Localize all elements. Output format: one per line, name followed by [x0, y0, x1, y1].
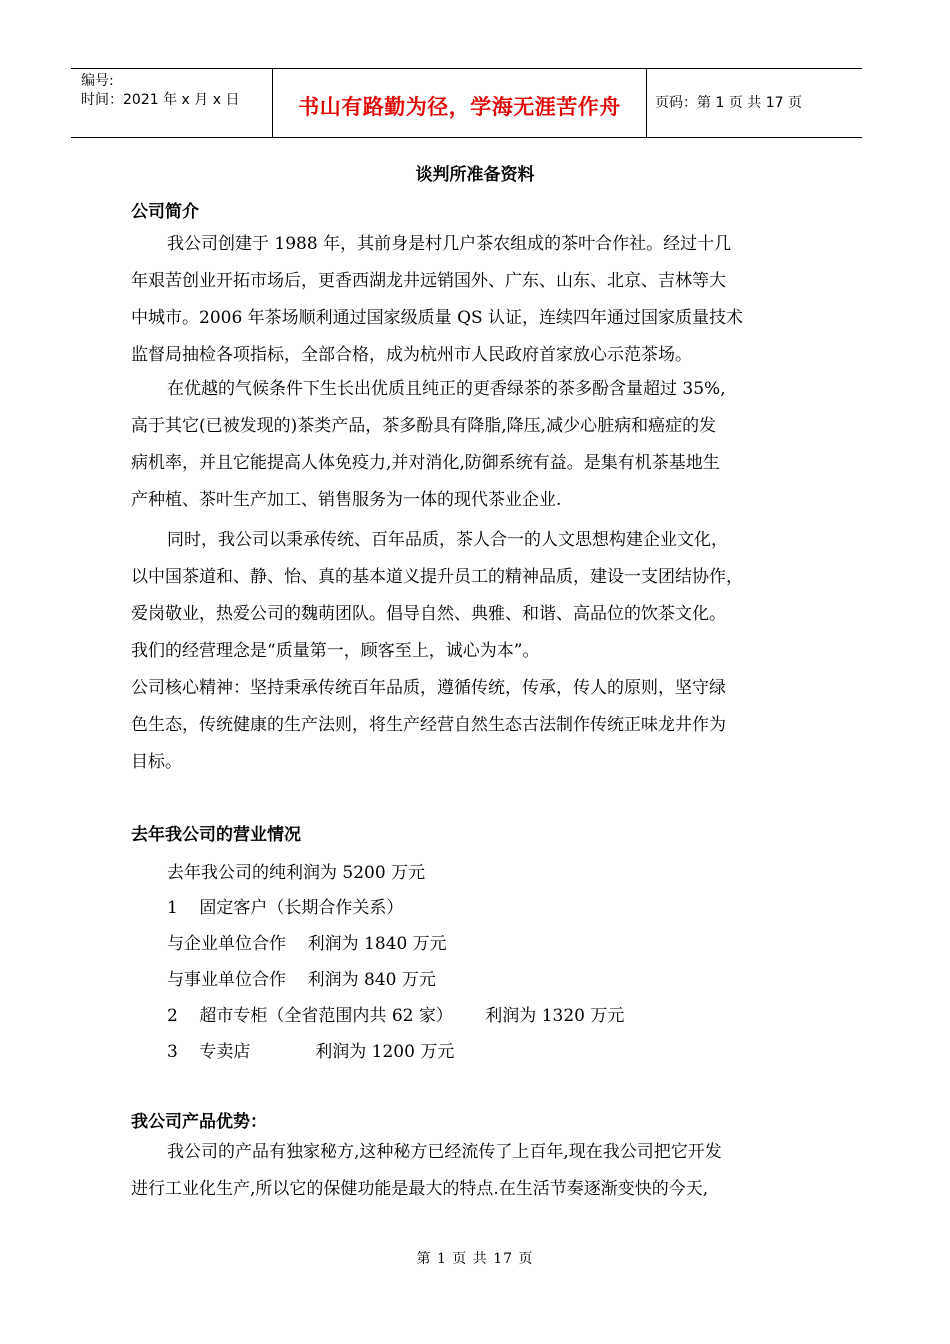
paragraph-intro-1 — [131, 226, 811, 374]
text-line: 目标。 — [131, 752, 182, 772]
paragraph-intro-3 — [131, 522, 811, 781]
text-line: 监督局抽检各项指标，全部合格，成为杭州市人民政府首家放心示范茶场。 — [131, 345, 692, 365]
text-line: 色生态，传统健康的生产法则，将生产经营自然生态古法制作传统正味龙井作为 — [131, 715, 726, 735]
text-line: 我公司创建于 1988 年，其前身是村几户茶农组成的茶叶合作社。经过十几 — [167, 234, 732, 254]
number-label: 编号: — [81, 73, 114, 89]
section-heading-product-advantage: 我公司产品优势： — [131, 1112, 267, 1132]
text-line: 高于其它(已被发现的)茶类产品，茶多酚具有降脂,降压,减少心脏病和癌症的发 — [131, 416, 717, 436]
motto: 书山有路勤为径，学海无涯苦作舟 — [298, 95, 621, 119]
text-line: 进行工业化生产,所以它的保健功能是最大的特点.在生活节奏逐渐变快的今天, — [131, 1179, 709, 1199]
business-item: 与企业单位合作 利润为 1840 万元 — [167, 934, 447, 954]
text-line: 我公司的产品有独家秘方,这种秘方已经流传了上百年,现在我公司把它开发 — [167, 1142, 722, 1162]
text-line: 病机率，并且它能提高人体免疫力,并对消化,防御系统有益。是集有机茶基地生 — [131, 453, 720, 473]
page-info: 页码：第 1 页 共 17 页 — [655, 95, 802, 111]
page-header — [71, 68, 862, 138]
header-meta-cell — [71, 69, 273, 137]
text-line: 以中国茶道和、静、怡、真的基本道义提升员工的精神品质，建设一支团结协作， — [131, 567, 743, 587]
text-line: 中城市。2006 年茶场顺利通过国家级质量 QS 认证，连续四年通过国家质量技术 — [131, 308, 744, 328]
section-heading-company-intro: 公司简介 — [131, 202, 199, 222]
text-line: 产种植、茶叶生产加工、销售服务为一体的现代茶业企业. — [131, 490, 562, 510]
text-line: 在优越的气候条件下生长出优质且纯正的更香绿茶的茶多酚含量超过 35%, — [167, 379, 726, 399]
page-footer: 第 1 页 共 17 页 — [416, 1251, 534, 1267]
text-line: 我们的经营理念是“质量第一，顾客至上，诚心为本”。 — [131, 641, 540, 661]
header-motto-cell — [273, 69, 647, 137]
business-item: 3 专卖店 利润为 1200 万元 — [167, 1042, 455, 1062]
business-item: 与事业单位合作 利润为 840 万元 — [167, 970, 436, 990]
header-page-cell — [647, 69, 862, 137]
text-line: 年艰苦创业开拓市场后，更香西湖龙井远销国外、广东、山东、北京、吉林等大 — [131, 271, 726, 291]
text-line: 公司核心精神：坚持秉承传统百年品质，遵循传统，传承，传人的原则，坚守绿 — [131, 678, 726, 698]
section-heading-business: 去年我公司的营业情况 — [131, 825, 301, 845]
business-item: 2 超市专柜（全省范围内共 62 家） 利润为 1320 万元 — [167, 1006, 625, 1026]
text-line: 爱岗敬业，热爱公司的魏萌团队。倡导自然、典雅、和谐、高品位的饮茶文化。 — [131, 604, 726, 624]
time-label: 时间：2021 年 x 月 x 日 — [81, 92, 240, 108]
paragraph-advantage — [131, 1134, 811, 1208]
text-line: 同时，我公司以秉承传统、百年品质，茶人合一的人文思想构建企业文化， — [167, 530, 728, 550]
business-item: 1 固定客户（长期合作关系） — [167, 898, 404, 918]
business-item: 去年我公司的纯利润为 5200 万元 — [167, 863, 426, 883]
paragraph-intro-2 — [131, 371, 811, 519]
document-title: 谈判所准备资料 — [415, 165, 535, 185]
